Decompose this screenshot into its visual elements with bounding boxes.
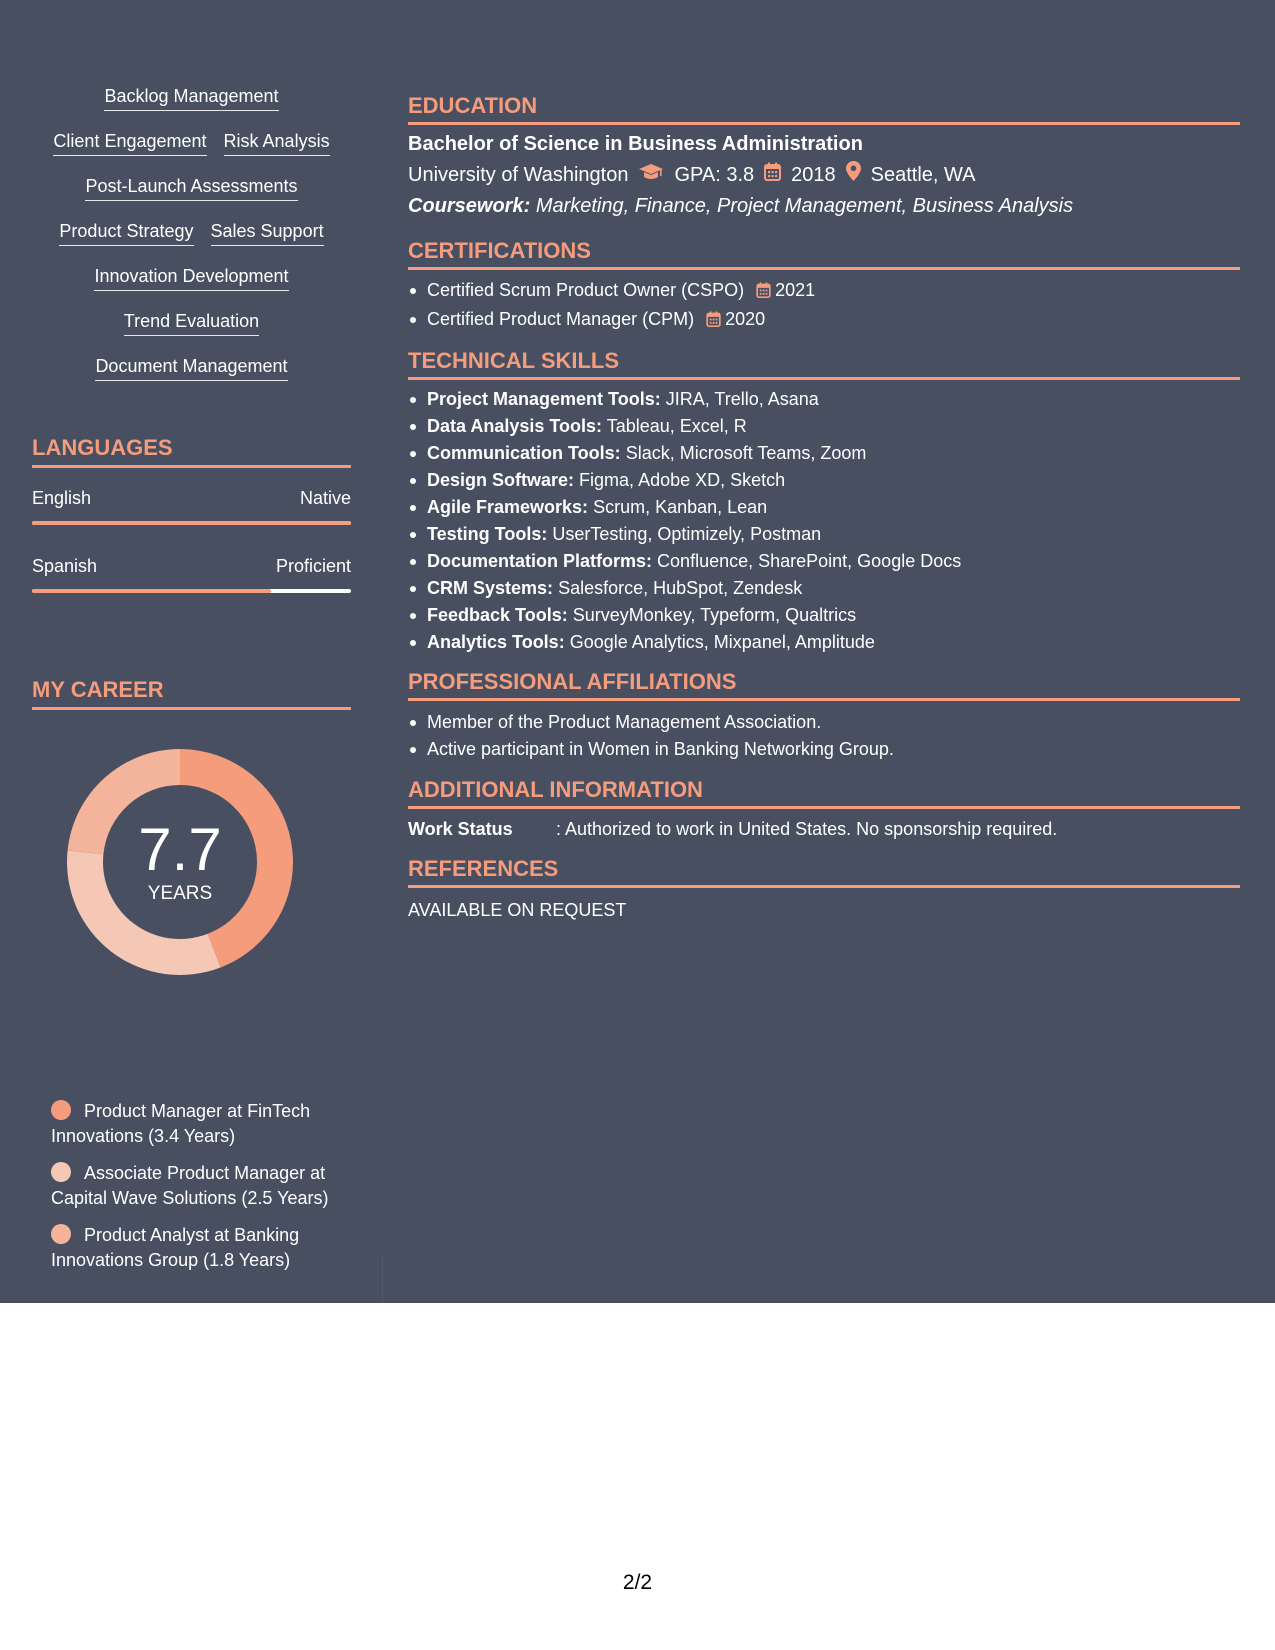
legend-dot bbox=[51, 1100, 71, 1120]
technical-skill-value: Google Analytics, Mixpanel, Amplitude bbox=[569, 632, 875, 652]
career-legend-item bbox=[51, 1161, 331, 1210]
gpa: GPA: 3.8 bbox=[674, 163, 755, 186]
right-column bbox=[408, 93, 1240, 922]
skill-tag: Backlog Management bbox=[104, 85, 278, 111]
language-name: English bbox=[32, 488, 92, 508]
technical-skill-label: Data Analysis Tools: bbox=[427, 416, 603, 436]
technical-skills-section bbox=[408, 348, 1240, 656]
technical-skill-value: Figma, Adobe XD, Sketch bbox=[579, 470, 786, 490]
skill-tag: Document Management bbox=[95, 355, 287, 381]
language-bar-fill bbox=[32, 521, 351, 525]
additional-info-heading: ADDITIONAL INFORMATION bbox=[408, 777, 1240, 809]
skills-row bbox=[59, 220, 323, 265]
certification-year: 2020 bbox=[725, 309, 766, 329]
education-section bbox=[408, 93, 1240, 219]
skills-row bbox=[104, 85, 278, 130]
certification-item bbox=[408, 306, 1240, 335]
certification-name: Certified Product Manager (CPM) bbox=[427, 309, 695, 329]
language-bar bbox=[32, 589, 351, 593]
skill-tag: Client Engagement bbox=[53, 130, 206, 156]
technical-skill-label: CRM Systems: bbox=[427, 578, 554, 598]
technical-skills-list bbox=[408, 386, 1240, 656]
technical-skill-label: Analytics Tools: bbox=[427, 632, 565, 652]
skill-tag: Risk Analysis bbox=[224, 130, 330, 156]
technical-skill-item bbox=[408, 494, 1240, 521]
technical-skill-label: Communication Tools: bbox=[427, 443, 621, 463]
skills-row bbox=[94, 265, 288, 310]
work-status-row bbox=[408, 817, 1240, 841]
coursework-label: Coursework: bbox=[408, 195, 531, 217]
legend-dot bbox=[51, 1162, 71, 1182]
school-location: Seattle, WA bbox=[870, 163, 976, 186]
calendar-icon bbox=[764, 162, 781, 188]
references-text: AVAILABLE ON REQUEST bbox=[408, 900, 627, 920]
language-spanish bbox=[32, 555, 351, 593]
technical-skill-value: Confluence, SharePoint, Google Docs bbox=[657, 551, 962, 571]
technical-skill-label: Project Management Tools: bbox=[427, 389, 661, 409]
certification-name: Certified Scrum Product Owner (CSPO) bbox=[427, 280, 745, 300]
legend-dot bbox=[51, 1224, 71, 1244]
skills-row bbox=[85, 175, 297, 220]
affiliations-heading: PROFESSIONAL AFFILIATIONS bbox=[408, 669, 1240, 701]
language-english bbox=[32, 487, 351, 525]
technical-skill-item bbox=[408, 413, 1240, 440]
left-column bbox=[32, 85, 351, 1270]
language-bar bbox=[32, 521, 351, 525]
technical-skill-value: Salesforce, HubSpot, Zendesk bbox=[558, 578, 803, 598]
technical-skill-item bbox=[408, 521, 1240, 548]
certifications-section bbox=[408, 238, 1240, 335]
career-legend-item bbox=[51, 1223, 331, 1272]
skills-row bbox=[53, 130, 329, 175]
skills-list bbox=[32, 85, 351, 400]
graduation-year: 2018 bbox=[791, 163, 836, 186]
certifications-heading: CERTIFICATIONS bbox=[408, 238, 1240, 270]
technical-skill-value: JIRA, Trello, Asana bbox=[665, 389, 819, 409]
skill-tag: Innovation Development bbox=[94, 265, 288, 291]
technical-skills-heading: TECHNICAL SKILLS bbox=[408, 348, 1240, 380]
work-status-value: : Authorized to work in United States. No sponsorship required. bbox=[556, 819, 1058, 839]
career-total-years: 7.7 bbox=[138, 816, 222, 883]
career-legend-item bbox=[51, 1099, 331, 1148]
page-number: 2/2 bbox=[622, 1571, 653, 1594]
career-section bbox=[32, 677, 351, 1270]
certification-year: 2021 bbox=[775, 280, 816, 300]
coursework-list: Marketing, Finance, Project Management, Business Analysis bbox=[535, 195, 1074, 217]
technical-skill-item bbox=[408, 575, 1240, 602]
technical-skill-item bbox=[408, 467, 1240, 494]
education-details bbox=[408, 161, 1240, 188]
skill-tag: Post-Launch Assessments bbox=[85, 175, 297, 201]
career-donut-chart bbox=[67, 749, 293, 975]
affiliations-list bbox=[408, 709, 1240, 763]
technical-skill-value: UserTesting, Optimizely, Postman bbox=[552, 524, 822, 544]
career-heading: MY CAREER bbox=[32, 677, 351, 710]
technical-skill-value: Scrum, Kanban, Lean bbox=[593, 497, 768, 517]
technical-skill-label: Design Software: bbox=[427, 470, 575, 490]
technical-skill-item bbox=[408, 548, 1240, 575]
languages-heading: LANGUAGES bbox=[32, 435, 351, 468]
calendar-icon bbox=[756, 279, 771, 306]
technical-skill-value: Slack, Microsoft Teams, Zoom bbox=[625, 443, 867, 463]
technical-skill-item bbox=[408, 629, 1240, 656]
references-section bbox=[408, 856, 1240, 922]
calendar-icon bbox=[706, 308, 721, 335]
technical-skill-item bbox=[408, 386, 1240, 413]
career-label: Product Manager at FinTech Innovations (3.4 Years) bbox=[51, 1101, 311, 1146]
technical-skill-item bbox=[408, 440, 1240, 467]
school-name: University of Washington bbox=[408, 163, 629, 186]
certifications-list bbox=[408, 277, 1240, 335]
additional-info-section bbox=[408, 777, 1240, 841]
affiliation-item: Active participant in Women in Banking Networking Group. bbox=[408, 736, 1240, 763]
language-bar-fill bbox=[32, 589, 271, 593]
technical-skill-item bbox=[408, 602, 1240, 629]
affiliations-section bbox=[408, 669, 1240, 763]
skill-tag: Product Strategy bbox=[59, 220, 193, 246]
degree-title: Bachelor of Science in Business Administration bbox=[408, 133, 863, 155]
references-heading: REFERENCES bbox=[408, 856, 1240, 888]
technical-skill-label: Documentation Platforms: bbox=[427, 551, 653, 571]
technical-skill-label: Agile Frameworks: bbox=[427, 497, 589, 517]
skills-row bbox=[124, 310, 259, 355]
language-name: Spanish bbox=[32, 556, 98, 576]
career-label: Product Analyst at Banking Innovations Group (1.8 Years) bbox=[51, 1225, 300, 1270]
technical-skill-label: Testing Tools: bbox=[427, 524, 548, 544]
work-status-label: Work Status bbox=[408, 819, 513, 839]
language-level: Native bbox=[299, 488, 351, 508]
career-legend bbox=[51, 1099, 331, 1285]
languages-section bbox=[32, 435, 351, 593]
career-total-unit: YEARS bbox=[147, 883, 213, 904]
graduation-cap-icon bbox=[638, 162, 664, 188]
column-divider bbox=[382, 1255, 383, 1303]
technical-skill-label: Feedback Tools: bbox=[427, 605, 568, 625]
career-label: Associate Product Manager at Capital Wave Solutions (2.5 Years) bbox=[51, 1163, 329, 1208]
education-heading: EDUCATION bbox=[408, 93, 1240, 125]
certification-item bbox=[408, 277, 1240, 306]
skill-tag: Sales Support bbox=[211, 220, 324, 246]
technical-skill-value: Tableau, Excel, R bbox=[606, 416, 747, 436]
coursework bbox=[408, 193, 1240, 219]
language-level: Proficient bbox=[275, 556, 351, 576]
skills-row bbox=[95, 355, 287, 400]
affiliation-item: Member of the Product Management Association. bbox=[408, 709, 1240, 736]
location-pin-icon bbox=[846, 161, 861, 188]
skill-tag: Trend Evaluation bbox=[124, 310, 259, 336]
technical-skill-value: SurveyMonkey, Typeform, Qualtrics bbox=[572, 605, 857, 625]
